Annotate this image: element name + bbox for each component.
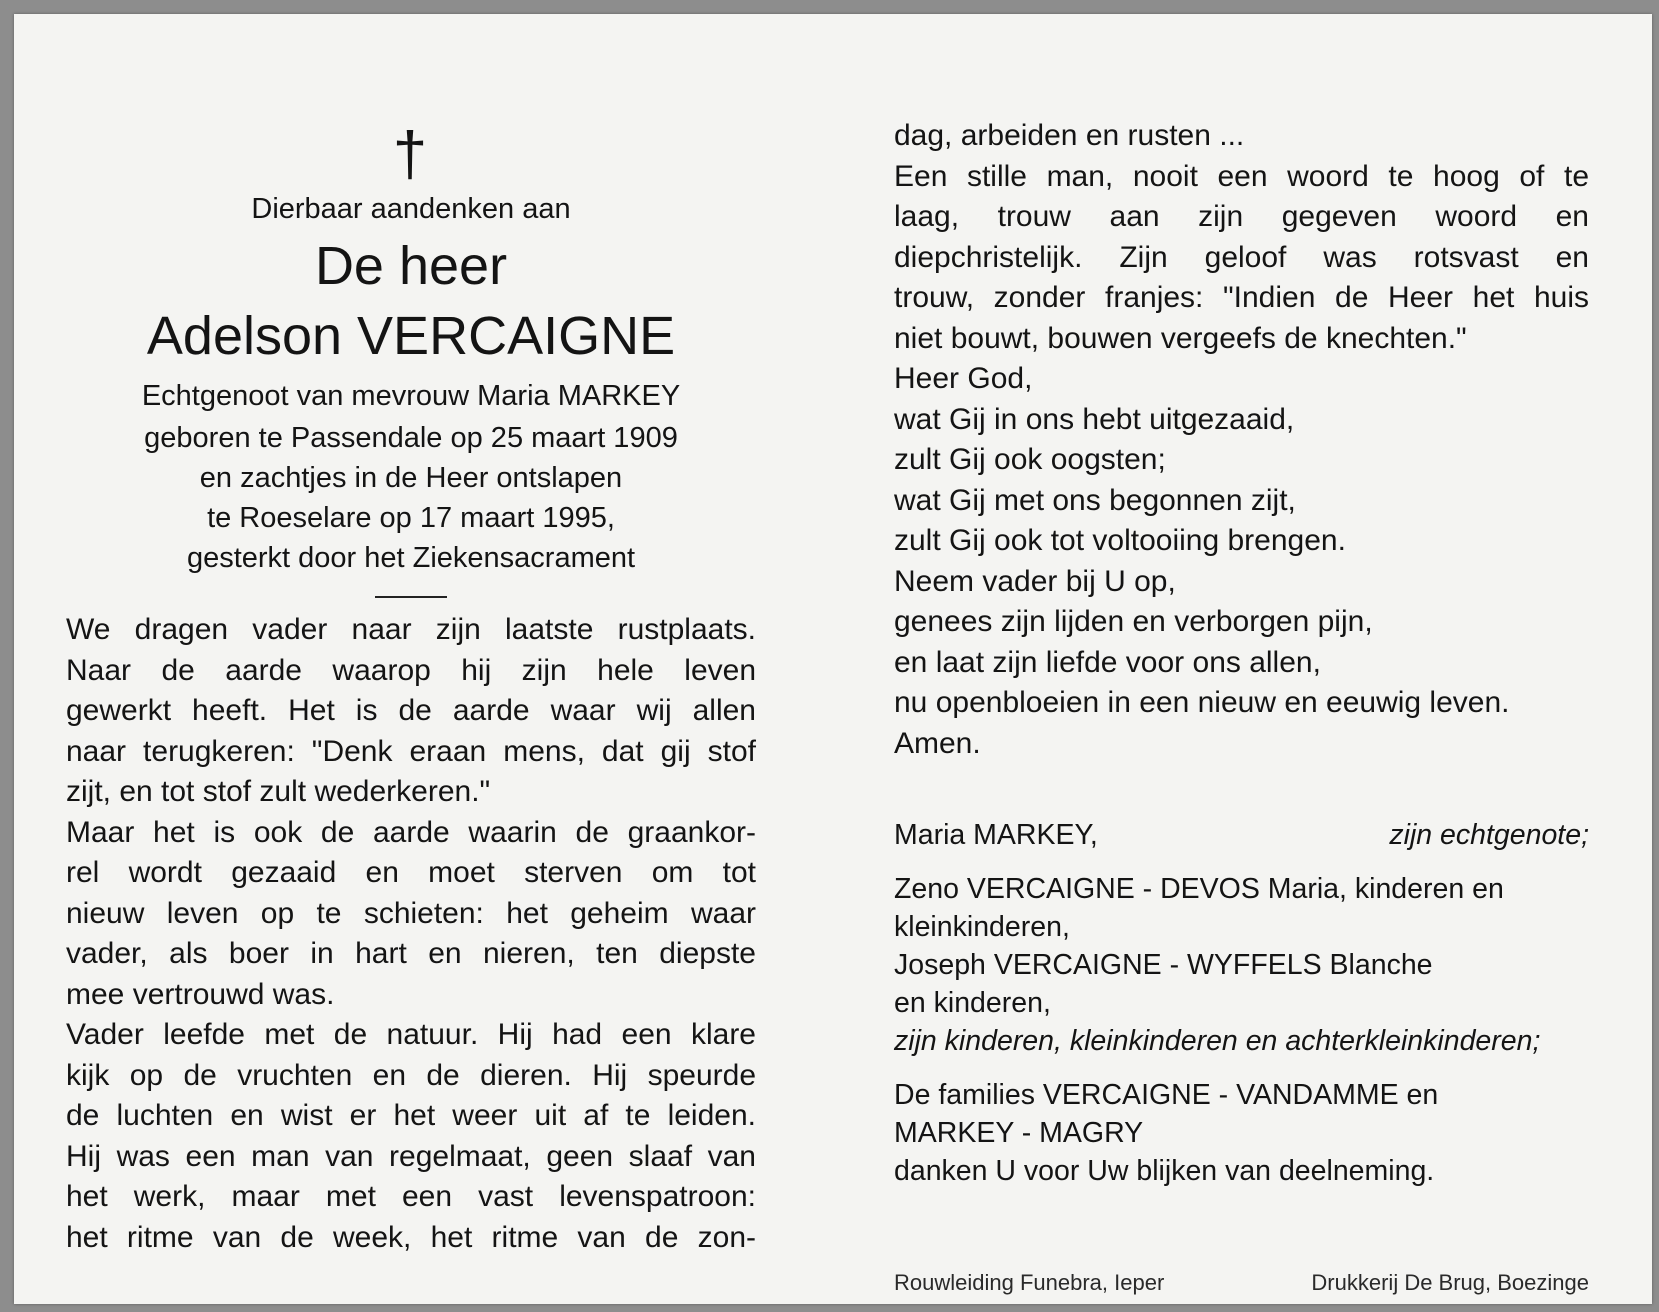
card-header	[66, 120, 756, 578]
text-line: rel wordt gezaaid en moet sterven om tot	[66, 856, 756, 889]
children-role: zijn kinderen, kleinkinderen en achterkleinkinderen;	[894, 1025, 1541, 1057]
spouse-role: zijn echtgenote;	[1389, 819, 1589, 851]
text-line: het werk, maar met een vast levenspatroon:	[66, 1180, 756, 1213]
intro-line: Dierbaar aandenken aan	[251, 193, 571, 225]
families-line: MARKEY - MAGRY	[894, 1117, 1144, 1149]
text-line: nieuw leven op te schieten: het geheim waar	[66, 896, 756, 930]
prayer-line: wat Gij in ons hebt uitgezaaid,	[894, 402, 1295, 436]
text-line: laag, trouw aan zijn gegeven woord en	[894, 200, 1589, 233]
right-column	[894, 116, 1589, 764]
text-line: zijt, en tot stof zult wederkeren."	[66, 775, 491, 808]
text-line: Maar het is ook de aarde waarin de graankor-	[66, 815, 756, 849]
children-line: Zeno VERCAIGNE - DEVOS Maria, kinderen en	[894, 873, 1504, 905]
families-line: De families VERCAIGNE - VANDAMME en	[894, 1079, 1439, 1111]
prayer-line: zult Gij ook oogsten;	[894, 443, 1166, 476]
text-line: Vader leefde met de natuur. Hij had een klare	[66, 1018, 756, 1051]
cross-icon: †	[392, 120, 428, 189]
text-line: het ritme van de week, het ritme van de zon-	[66, 1220, 756, 1254]
text-line: de luchten en wist er het weer uit af te leiden.	[66, 1099, 756, 1132]
prayer-line: genees zijn lijden en verborgen pijn,	[894, 605, 1373, 638]
left-column	[66, 120, 756, 1258]
deceased-name: Adelson VERCAIGNE	[146, 306, 676, 366]
text-line: dag, arbeiden en rusten ...	[894, 119, 1245, 152]
death-line-2: te Roeselare op 17 maart 1995,	[207, 502, 615, 534]
text-line: niet bouwt, bouwen vergeefs de knechten."	[894, 321, 1467, 355]
text-line: We dragen vader naar zijn laatste rustplaats.	[66, 613, 756, 646]
text-line: vader, als boer in hart en nieren, ten diepste	[66, 937, 756, 970]
text-line: Een stille man, nooit een woord te hoog of te	[894, 159, 1589, 193]
memorial-card	[14, 14, 1652, 1304]
children-line: Joseph VERCAIGNE - WYFFELS Blanche	[894, 949, 1433, 981]
birth-line: geboren te Passendale op 25 maart 1909	[144, 422, 678, 454]
text-line: gewerkt heeft. Het is de aarde waar wij allen	[66, 694, 756, 727]
text-line: diepchristelijk. Zijn geloof was rotsvast en	[894, 240, 1589, 274]
prayer-line: Neem vader bij U op,	[894, 564, 1176, 598]
prayer-line: wat Gij met ons begonnen zijt,	[894, 483, 1296, 517]
spouse-line: Echtgenoot van mevrouw Maria MARKEY	[141, 380, 681, 412]
prayer-line: nu openbloeien in een nieuw en eeuwig leven.	[894, 686, 1510, 719]
children-line: en kinderen,	[894, 987, 1051, 1019]
spouse-name: Maria MARKEY,	[894, 819, 1098, 851]
family-section	[894, 816, 1589, 1190]
footer	[894, 1269, 1589, 1297]
text-line: trouw, zonder franjes: "Indien de Heer het huis	[894, 281, 1589, 314]
death-line-1: en zachtjes in de Heer ontslapen	[199, 462, 623, 494]
divider	[375, 596, 447, 598]
text-line: Hij was een man van regelmaat, geen slaaf van	[66, 1139, 756, 1173]
printer: Drukkerij De Brug, Boezinge	[1311, 1270, 1589, 1295]
left-body-text	[66, 610, 756, 1258]
title-line-1: De heer	[314, 236, 508, 296]
prayer-line: en laat zijn liefde voor ons allen,	[894, 645, 1321, 679]
prayer-line: Heer God,	[894, 362, 1033, 395]
funeral-home: Rouwleiding Funebra, Ieper	[894, 1270, 1165, 1295]
children-line: kleinkinderen,	[894, 911, 1070, 943]
death-line-3: gesterkt door het Ziekensacrament	[186, 542, 636, 574]
prayer-line: Amen.	[894, 726, 981, 760]
text-line: kijk op de vruchten en de dieren. Hij speurde	[66, 1058, 756, 1092]
spouse-row	[894, 816, 1589, 854]
text-line: mee vertrouwd was.	[66, 977, 335, 1011]
text-line: Naar de aarde waarop hij zijn hele leven	[66, 653, 756, 687]
thanks-line: danken U voor Uw blijken van deelneming.	[894, 1155, 1435, 1187]
prayer-line: zult Gij ook tot voltooiing brengen.	[894, 524, 1346, 557]
text-line: naar terugkeren: "Denk eraan mens, dat gij stof	[66, 734, 756, 768]
